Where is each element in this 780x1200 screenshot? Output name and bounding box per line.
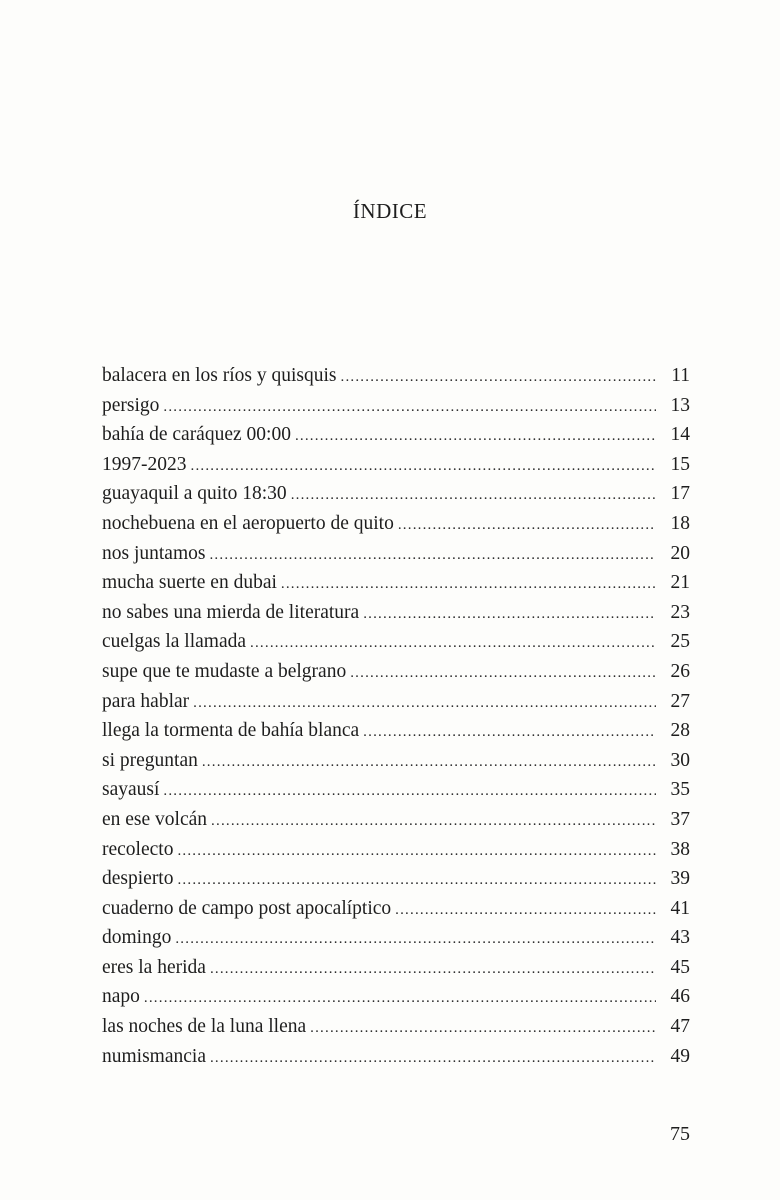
- dot-leader: [250, 629, 656, 657]
- toc-entry: [102, 864, 690, 894]
- toc-entry: [102, 716, 690, 746]
- toc-entry-page: 46: [670, 986, 690, 1008]
- dot-leader: [281, 570, 656, 598]
- toc-entry-page: 25: [670, 631, 690, 653]
- dot-leader: [310, 1014, 656, 1042]
- toc-entry-page: 30: [670, 749, 690, 771]
- toc-entry-title: para hablar: [102, 690, 190, 712]
- dot-leader: [363, 600, 656, 628]
- toc-entry-title: las noches de la luna llena: [102, 1016, 307, 1038]
- dot-leader: [398, 511, 656, 539]
- toc-entry: [102, 627, 690, 657]
- dot-leader: [163, 777, 656, 805]
- toc-entry: [102, 805, 690, 835]
- dot-leader: [341, 363, 657, 391]
- toc-entry: [102, 894, 690, 924]
- dot-leader: [209, 541, 656, 569]
- page-title: ÍNDICE: [352, 199, 428, 223]
- toc-entry: [102, 953, 690, 983]
- toc-entry-page: 15: [670, 453, 690, 475]
- toc-entry-page: 17: [670, 483, 690, 505]
- toc-entry: [102, 657, 690, 687]
- toc-entry: [102, 391, 690, 421]
- toc-entry-title: balacera en los ríos y quisquis: [102, 365, 337, 386]
- toc-entry-page: 39: [670, 868, 690, 890]
- toc-entry-title: sayausí: [102, 779, 160, 801]
- dot-leader: [175, 925, 656, 953]
- toc-entry-title: domingo: [102, 927, 172, 949]
- toc-entry-page: 49: [670, 1045, 690, 1067]
- toc-entry: [102, 982, 690, 1012]
- toc-entry-page: 38: [670, 838, 690, 860]
- toc-entry-title: eres la herida: [102, 956, 206, 978]
- toc-entry: [102, 479, 690, 509]
- toc-entry: [102, 598, 690, 628]
- toc-entry-page: 47: [670, 1016, 690, 1038]
- dot-leader: [395, 896, 656, 924]
- toc-entry: [102, 1042, 690, 1072]
- toc-entry-page: 45: [670, 956, 690, 978]
- toc-entry-page: 11: [671, 365, 690, 386]
- toc-entry-page: 28: [670, 720, 690, 742]
- toc-entry-title: si preguntan: [102, 749, 198, 771]
- toc-entry-title: 1997-2023: [102, 453, 187, 475]
- toc-entry-page: 35: [670, 779, 690, 801]
- toc-entry-title: persigo: [102, 394, 160, 416]
- dot-leader: [363, 718, 656, 746]
- toc-entry-title: cuelgas la llamada: [102, 631, 247, 653]
- dot-leader: [295, 422, 656, 450]
- dot-leader: [350, 659, 656, 687]
- page-number: 75: [670, 1123, 690, 1145]
- toc-entry-page: 37: [670, 808, 690, 830]
- toc-entry: [102, 923, 690, 953]
- toc-entry: [102, 775, 690, 805]
- toc-entry-page: 14: [670, 424, 690, 446]
- toc-entry-title: no sabes una mierda de literatura: [102, 601, 360, 623]
- toc-entry-title: despierto: [102, 868, 174, 890]
- dot-leader: [144, 984, 656, 1012]
- toc-entry: [102, 1012, 690, 1042]
- dot-leader: [177, 837, 656, 865]
- toc-entry: [102, 687, 690, 717]
- toc-entry-title: nos juntamos: [102, 542, 206, 564]
- toc-entry: [102, 539, 690, 569]
- toc-entry-title: cuaderno de campo post apocalíptico: [102, 897, 392, 919]
- toc-entry: [102, 746, 690, 776]
- toc-entry-page: 13: [670, 394, 690, 416]
- dot-leader: [291, 481, 656, 509]
- toc-entry-title: llega la tormenta de bahía blanca: [102, 720, 360, 742]
- toc-entry: [102, 509, 690, 539]
- dot-leader: [210, 955, 656, 983]
- dot-leader: [191, 452, 657, 480]
- toc-entry-title: bahía de caráquez 00:00: [102, 424, 291, 446]
- toc-entry: [102, 361, 690, 391]
- toc-entry: [102, 420, 690, 450]
- toc-entry-title: nochebuena en el aeropuerto de quito: [102, 512, 394, 534]
- toc-entry-page: 21: [670, 572, 690, 594]
- toc-entry: [102, 568, 690, 598]
- toc-entry-title: guayaquil a quito 18:30: [102, 483, 287, 505]
- toc-entry-page: 27: [670, 690, 690, 712]
- dot-leader: [193, 689, 656, 717]
- toc-entry-title: mucha suerte en dubai: [102, 572, 277, 594]
- dot-leader: [177, 866, 656, 894]
- toc-entry-title: en ese volcán: [102, 808, 208, 830]
- toc-entry-title: supe que te mudaste a belgrano: [102, 660, 347, 682]
- table-of-contents: [102, 361, 690, 1071]
- toc-entry-page: 26: [670, 660, 690, 682]
- toc-entry-page: 41: [670, 897, 690, 919]
- toc-entry: [102, 835, 690, 865]
- dot-leader: [202, 748, 656, 776]
- toc-entry-page: 43: [670, 927, 690, 949]
- dot-leader: [163, 393, 656, 421]
- toc-entry-title: recolecto: [102, 838, 174, 860]
- dot-leader: [211, 807, 656, 835]
- toc-entry: [102, 450, 690, 480]
- toc-entry-title: numismancia: [102, 1045, 206, 1067]
- toc-entry-title: napo: [102, 986, 140, 1008]
- toc-entry-page: 18: [670, 512, 690, 534]
- toc-entry-page: 23: [670, 601, 690, 623]
- toc-entry-page: 20: [670, 542, 690, 564]
- dot-leader: [210, 1044, 656, 1072]
